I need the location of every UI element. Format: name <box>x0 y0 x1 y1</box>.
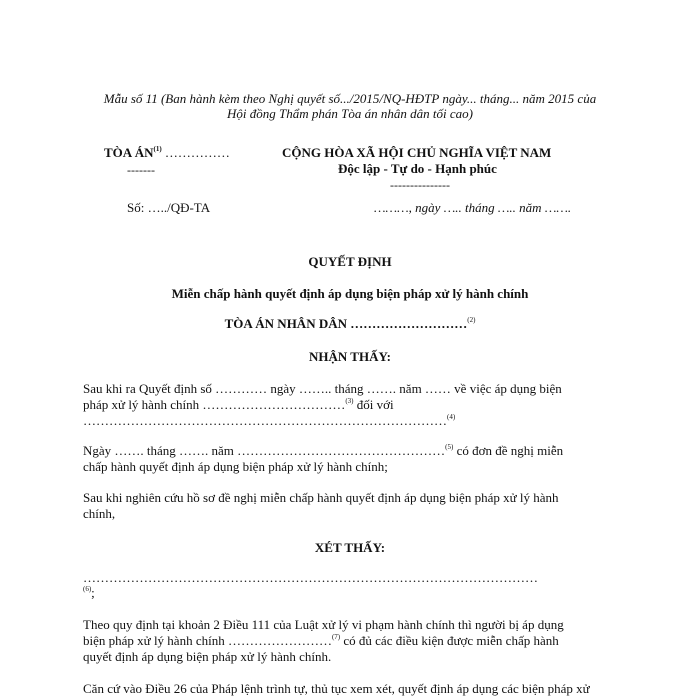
court-label <box>104 145 230 161</box>
findings-p1-line3 <box>83 413 455 429</box>
footnote-ref-1: (1) <box>153 144 162 153</box>
court-divider: ------- <box>127 163 155 177</box>
footnote-ref-2: (2) <box>467 315 476 324</box>
court-dots: …………… <box>161 145 230 160</box>
findings-p1-line2-text: pháp xử lý hành chính …………………………… <box>83 397 346 412</box>
considerations-p2-line2 <box>83 633 559 649</box>
findings-p3-line1: Sau khi nghiên cứu hồ sơ đề nghị miễn chấp hành quyết định áp dụng biện pháp xử lý hành <box>83 490 559 505</box>
considerations-footnote-6 <box>83 585 95 601</box>
findings-p2-line1-tail: có đơn đề nghị miễn <box>453 443 564 458</box>
footnote-ref-7: (7) <box>331 632 341 641</box>
considerations-p2-line2-text: biện pháp xử lý hành chính …………………… <box>83 633 332 648</box>
issue-date-line: ………, ngày ….. tháng ….. năm ……. <box>374 200 572 215</box>
considerations-footnote-6-tail: ; <box>91 585 95 600</box>
findings-p1-line1: Sau khi ra Quyết định số ………… ngày …….. tháng ……. năm …… về việc áp dụng biện <box>83 381 562 396</box>
issuing-court-line <box>0 316 700 332</box>
considerations-p3-line1: Căn cứ vào Điều 26 của Pháp lệnh trình tự, thủ tục xem xét, quyết định áp dụng các biện pháp xử <box>83 681 590 696</box>
section-heading-findings: NHẬN THẤY: <box>309 349 391 364</box>
findings-p1-line2-tail: đối với <box>353 397 394 412</box>
considerations-p2-line1: Theo quy định tại khoản 2 Điều 111 của Luật xử lý vi phạm hành chính thì người bị áp dụng <box>83 617 564 632</box>
findings-p2-line2: chấp hành quyết định áp dụng biện pháp xử lý hành chính; <box>83 459 388 474</box>
nation-title: CỘNG HÒA XÃ HỘI CHỦ NGHĨA VIỆT NAM <box>282 145 552 160</box>
findings-p3-line2: chính, <box>83 506 116 521</box>
footnote-ref-6: (6) <box>83 584 92 593</box>
section-heading-considerations: XÉT THẤY: <box>314 540 386 555</box>
findings-p1-line3-dots: ………………………………………………………………………… <box>83 413 447 428</box>
decision-subtitle: Miễn chấp hành quyết định áp dụng biện pháp xử lý hành chính <box>171 286 529 301</box>
nation-divider: --------------- <box>390 178 450 192</box>
decision-number: Số: …../QĐ-TA <box>127 200 211 215</box>
issuing-court-text: TÒA ÁN NHÂN DÂN ……………………… <box>224 316 468 331</box>
court-label-text: TÒA ÁN <box>104 145 154 160</box>
form-note-line-1: Mẫu số 11 (Ban hành kèm theo Nghị quyết số.../2015/NQ-HĐTP ngày... tháng... năm 2015 của <box>103 91 597 106</box>
form-note-line-2: Hội đồng Thẩm phán Tòa án nhân dân tối cao) <box>227 106 473 121</box>
findings-p2-line1 <box>83 443 563 459</box>
considerations-p2-line2-tail: có đủ các điều kiện được miễn chấp hành <box>340 633 559 648</box>
findings-p2-line1-text: Ngày ……. tháng ……. năm ………………………………………… <box>83 443 446 458</box>
nation-motto: Độc lập - Tự do - Hạnh phúc <box>338 161 497 176</box>
considerations-p2-line3: quyết định áp dụng biện pháp xử lý hành chính. <box>83 649 332 664</box>
considerations-dots-line: …………………………………………………………………………………………… <box>83 570 538 585</box>
footnote-ref-3: (3) <box>345 396 354 405</box>
footnote-ref-5: (5) <box>445 442 454 451</box>
findings-p1-line2 <box>83 397 394 413</box>
decision-title: QUYẾT ĐỊNH <box>308 254 392 269</box>
footnote-ref-4: (4) <box>447 412 456 421</box>
